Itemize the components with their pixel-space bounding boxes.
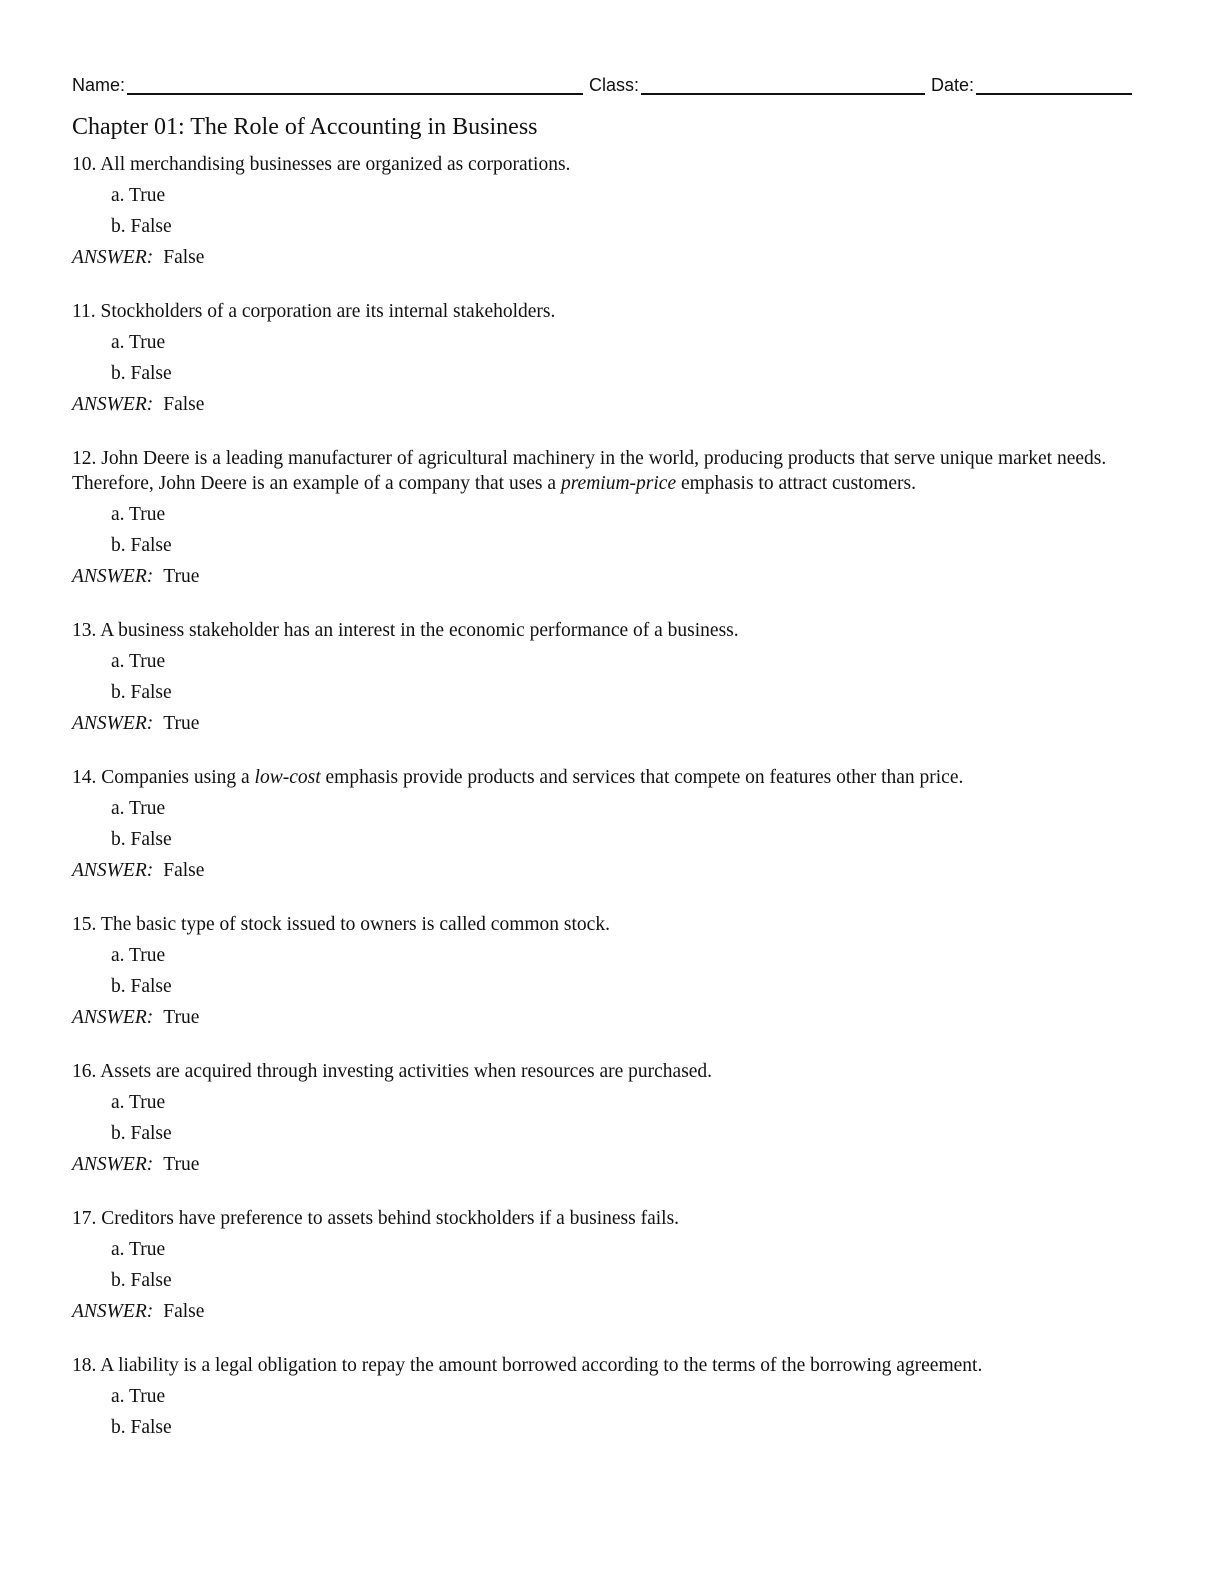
answer-line: [72, 392, 1144, 417]
answer-line: [72, 1152, 1144, 1177]
class-label: Class:: [589, 75, 640, 95]
question-number: 12.: [72, 448, 97, 469]
answer-label: ANSWER:: [72, 860, 154, 881]
question-text: [72, 912, 1144, 937]
question-text: [72, 299, 1144, 324]
answer-line: [72, 1299, 1144, 1324]
question-body-end: emphasis provide products and services that compete on features other than price.: [320, 767, 964, 788]
question-number: 13.: [72, 620, 97, 641]
question-body: A liability is a legal obligation to repay the amount borrowed according to the terms of the borrowing agreement.: [100, 1355, 983, 1376]
choice-b: b. False: [111, 216, 172, 237]
answer-value: False: [163, 394, 205, 415]
chapter-title: Chapter 01: The Role of Accounting in Business: [72, 114, 538, 140]
answer-value: True: [163, 1154, 200, 1175]
answer-value: False: [163, 247, 205, 268]
question-body: All merchandising businesses are organized as corporations.: [100, 154, 571, 175]
question-16: [72, 1059, 1144, 1177]
answer-line: [72, 1005, 1144, 1030]
choice-b: b. False: [111, 976, 172, 997]
date-blank-line: [976, 71, 1132, 95]
name-label: Name:: [72, 75, 126, 95]
question-15: [72, 912, 1144, 1030]
question-14: [72, 765, 1144, 883]
question-10: [72, 152, 1144, 270]
question-17: [72, 1206, 1144, 1324]
choice-a: a. True: [111, 185, 166, 206]
choice-a: a. True: [111, 798, 166, 819]
question-body: Stockholders of a corporation are its internal stakeholders.: [100, 301, 556, 322]
choice-b: b. False: [111, 1270, 172, 1291]
answer-value: True: [163, 1007, 200, 1028]
question-number: 18.: [72, 1355, 97, 1376]
answer-label: ANSWER:: [72, 566, 154, 587]
answer-line: [72, 711, 1144, 736]
student-info-header: [72, 66, 1144, 96]
answer-label: ANSWER:: [72, 247, 154, 268]
choice-b: b. False: [111, 363, 172, 384]
question-text: [72, 765, 1144, 790]
question-text: [72, 1353, 1144, 1378]
answer-value: True: [163, 713, 200, 734]
question-number: 10.: [72, 154, 97, 175]
question-emphasis: premium-price: [560, 473, 677, 494]
question-11: [72, 299, 1144, 417]
answer-label: ANSWER:: [72, 1007, 154, 1028]
question-body: The basic type of stock issued to owners is called common stock.: [100, 914, 610, 935]
question-emphasis: low-cost: [254, 767, 321, 788]
choice-a: a. True: [111, 1092, 166, 1113]
choice-b: b. False: [111, 1123, 172, 1144]
question-12: [72, 446, 1144, 589]
choice-a: a. True: [111, 504, 166, 525]
choice-a: a. True: [111, 332, 166, 353]
question-text: [72, 618, 1144, 643]
question-body-end: emphasis to attract customers.: [676, 473, 917, 494]
question-body-start: John Deere is a leading manufacturer of agricultural machinery in the world, producing products that serve unique market needs. Therefore, John Deere is an example of a company that uses a: [72, 448, 1107, 494]
name-blank-line: [127, 71, 583, 95]
choice-a: a. True: [111, 945, 166, 966]
choice-b: b. False: [111, 1417, 172, 1438]
question-text: [72, 1206, 1144, 1231]
question-body-start: Companies using a: [101, 767, 255, 788]
answer-value: True: [163, 566, 200, 587]
question-13: [72, 618, 1144, 736]
answer-value: False: [163, 1301, 205, 1322]
question-body: Assets are acquired through investing activities when resources are purchased.: [100, 1061, 713, 1082]
question-text: [72, 152, 1144, 177]
choice-a: a. True: [111, 651, 166, 672]
answer-value: False: [163, 860, 205, 881]
question-18: [72, 1353, 1144, 1440]
choice-a: a. True: [111, 1239, 166, 1260]
choice-a: a. True: [111, 1386, 166, 1407]
question-number: 15.: [72, 914, 97, 935]
date-label: Date:: [931, 75, 975, 95]
answer-line: [72, 564, 1144, 589]
answer-label: ANSWER:: [72, 1301, 154, 1322]
answer-label: ANSWER:: [72, 713, 154, 734]
class-blank-line: [641, 71, 925, 95]
question-number: 17.: [72, 1208, 97, 1229]
question-text: [72, 1059, 1144, 1084]
worksheet-page: [72, 66, 1144, 1469]
choice-b: b. False: [111, 829, 172, 850]
choice-b: b. False: [111, 682, 172, 703]
question-body: A business stakeholder has an interest in the economic performance of a business.: [100, 620, 739, 641]
answer-line: [72, 858, 1144, 883]
choice-b: b. False: [111, 535, 172, 556]
question-text: [72, 446, 1144, 496]
answer-line: [72, 245, 1144, 270]
question-number: 11.: [72, 301, 96, 322]
question-number: 14.: [72, 767, 97, 788]
question-number: 16.: [72, 1061, 97, 1082]
answer-label: ANSWER:: [72, 394, 154, 415]
question-body: Creditors have preference to assets behind stockholders if a business fails.: [101, 1208, 680, 1229]
answer-label: ANSWER:: [72, 1154, 154, 1175]
